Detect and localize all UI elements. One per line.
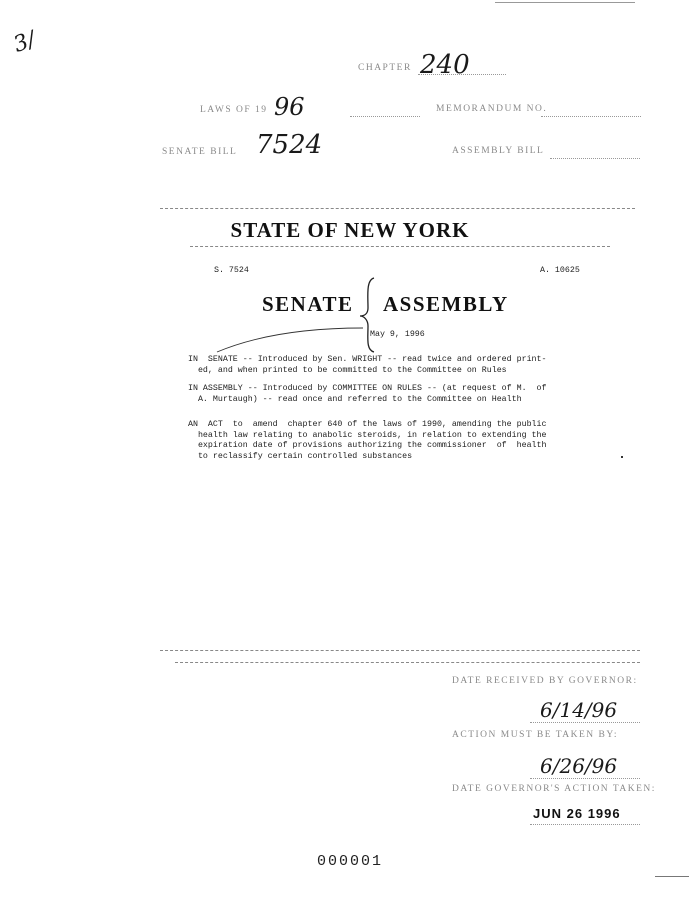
senate-bill-label: SENATE BILL xyxy=(162,147,238,157)
assembly-introduction-line-2: A. Murtaugh) -- read once and referred to the Committee on Health xyxy=(188,394,522,404)
state-title: STATE OF NEW YORK xyxy=(230,218,470,242)
act-description-line-2: health law relating to anabolic steroids, in relation to extending the xyxy=(188,430,547,440)
senate-bill-field xyxy=(162,130,342,164)
assembly-bill-field xyxy=(452,146,642,166)
action-taken-stamp: JUN 26 1996 xyxy=(533,806,621,821)
date-received-label: DATE RECEIVED BY GOVERNOR: xyxy=(452,676,638,686)
laws-of-value: 96 xyxy=(274,93,305,121)
laws-of-field xyxy=(200,93,420,122)
action-taken-label: DATE GOVERNOR'S ACTION TAKEN: xyxy=(452,784,656,794)
chapter-value: 240 xyxy=(420,50,470,80)
introduction-date: May 9, 1996 xyxy=(370,330,425,339)
house-heading-assembly: ASSEMBLY xyxy=(383,292,509,316)
assembly-introduction xyxy=(188,384,546,405)
header-separator-rule xyxy=(160,208,635,209)
date-received-underline xyxy=(530,722,640,723)
date-received-value: 6/14/96 xyxy=(540,698,618,722)
action-deadline-underline xyxy=(530,778,640,779)
corner-edge-mark xyxy=(655,876,689,877)
pen-stroke-mark xyxy=(215,322,365,354)
assembly-introduction-line-1: IN ASSEMBLY -- Introduced by COMMITTEE ON RULES -- (at request of M. of xyxy=(188,384,547,393)
action-deadline-label: ACTION MUST BE TAKEN BY: xyxy=(452,730,618,740)
lower-separator-rule-1 xyxy=(160,650,640,651)
senate-bill-value: 7524 xyxy=(256,130,323,160)
title-underline-rule xyxy=(190,246,610,247)
senate-number: S. 7524 xyxy=(214,266,249,275)
assembly-bill-label: ASSEMBLY BILL xyxy=(452,146,545,156)
laws-of-underline xyxy=(350,116,420,117)
assembly-number: A. 10625 xyxy=(540,266,580,275)
assembly-bill-underline xyxy=(550,158,640,159)
memorandum-underline xyxy=(541,116,641,117)
act-description-line-3: expiration date of provisions authorizing the commissioner of health xyxy=(188,441,547,450)
senate-introduction-line-2: ed, and when printed to be committed to the Committee on Rules xyxy=(188,365,507,375)
chapter-underline xyxy=(418,74,506,75)
act-description xyxy=(188,420,546,462)
chapter-field xyxy=(358,50,508,80)
memorandum-field xyxy=(436,104,641,124)
action-taken-underline xyxy=(530,824,640,825)
top-edge-rule xyxy=(495,2,635,3)
senate-introduction-line-1: IN SENATE -- Introduced by Sen. WRIGHT -- read twice and ordered print- xyxy=(188,355,547,364)
laws-of-label: LAWS OF 19 xyxy=(200,105,268,115)
house-heading-senate: SENATE xyxy=(262,292,354,316)
page-number: 000001 xyxy=(316,853,383,870)
stray-dot xyxy=(621,456,623,458)
action-deadline-value: 6/26/96 xyxy=(540,754,618,778)
act-description-line-4: to reclassify certain controlled substances xyxy=(188,451,413,461)
memorandum-label: MEMORANDUM NO. xyxy=(436,104,548,114)
corner-handwritten-mark: 3/ xyxy=(10,27,40,58)
senate-introduction xyxy=(188,355,546,376)
act-description-line-1: AN ACT to amend chapter 640 of the laws of 1990, amending the public xyxy=(188,420,547,429)
chapter-label: CHAPTER xyxy=(358,63,412,73)
lower-separator-rule-2 xyxy=(175,662,640,663)
